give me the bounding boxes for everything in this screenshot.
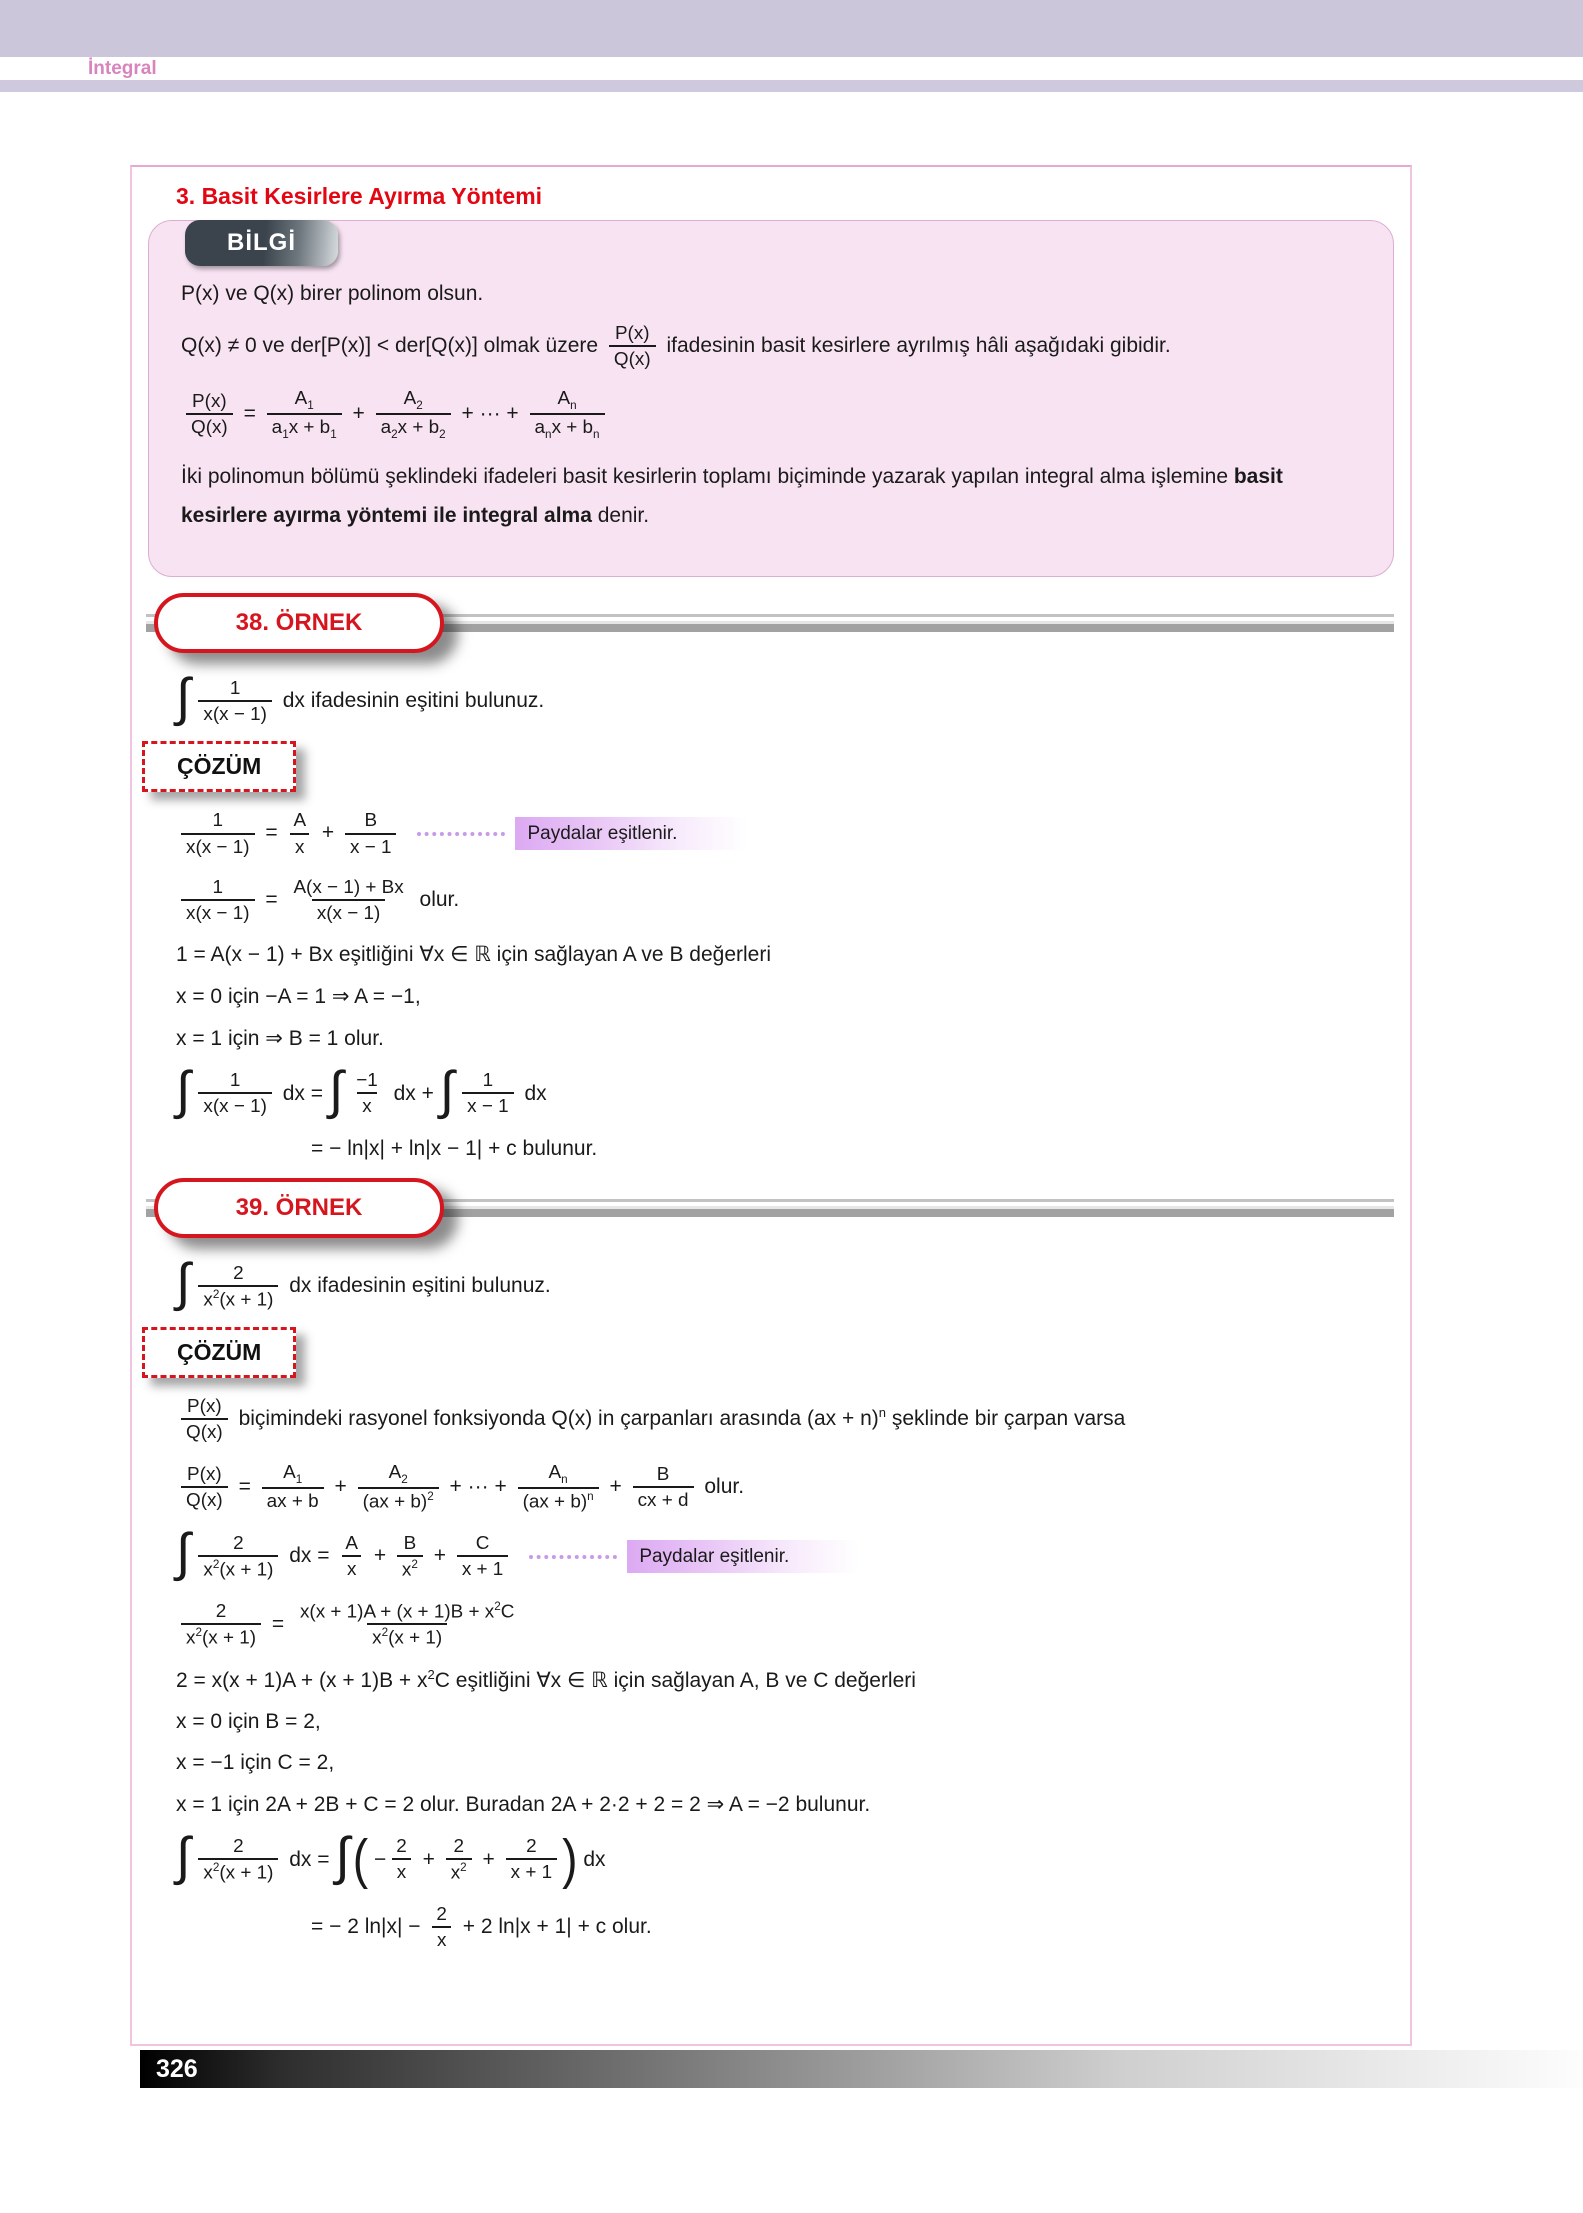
setup-partial-fractions: $\frac{1}{x(x - 1)}$ = $\frac{A}{x}$ + $\frac{B}{x - 1}$ Paydalar eşitlenir.	[176, 809, 1396, 858]
fraction: $\frac{1}{x(x - 1)}$	[198, 1069, 272, 1118]
integral-sign: ∫	[176, 667, 191, 727]
common-denominator: $\frac{2}{x^2(x + 1)}$ = $\frac{x(x + 1)A + (x + 1)B + x^2C}{x^2(x + 1)}$	[176, 1600, 1396, 1650]
fraction: $\frac{B}{x - 1}$	[345, 809, 396, 858]
bold-term: basit kesirlere ayırma yöntemi ile integral alma	[181, 465, 1283, 528]
fraction: $\frac{A_n}{a_nx + b_n}$	[530, 387, 605, 442]
final-result: = − 2 ln|x| − $\frac{2}{x}$ + 2 ln|x + 1| + c olur.	[311, 1904, 652, 1952]
bilgi-line-condition: Q(x) ≠ 0 ve der[P(x)] < der[Q(x)] olmak üzere $\frac{P(x)}{Q(x)}$ ifadesinin basit kesirlere ayrılmış hâli aşağıdaki gibidir.	[181, 323, 1171, 371]
annotation-label: Paydalar eşitlenir.	[515, 817, 747, 850]
page-header	[0, 0, 1583, 92]
integral-sign: ∫	[176, 1253, 191, 1313]
fraction: $\frac{2}{x^2}$	[446, 1835, 472, 1884]
dotted-connector	[529, 1555, 617, 1559]
fraction: $\frac{A_1}{ax + b}$	[262, 1461, 324, 1513]
example-38-header	[146, 593, 1396, 657]
big-paren: (	[352, 1828, 369, 1890]
integral-sign: ∫	[176, 1826, 191, 1886]
example-38-solution	[146, 809, 1396, 1161]
fraction: $\frac{-1}{x}$	[356, 1070, 378, 1118]
case-x0: x = 0 için B = 2,	[176, 1709, 321, 1733]
integral-sign: ∫	[335, 1826, 350, 1886]
bilgi-box	[148, 220, 1394, 577]
example-39-cozum-badge: ÇÖZÜM	[142, 1327, 296, 1378]
integral-sign: ∫	[439, 1060, 455, 1120]
case-x1: x = 1 için 2A + 2B + C = 2 olur. Buradan 2A + 2·2 + 2 = 2 ⇒ A = −2 bulunur.	[176, 1792, 871, 1816]
bilgi-decomposition-formula: $\frac{P(x)}{Q(x)}$ = $\frac{A_1}{a_1x + b_1}$ + $\frac{A_2}{a_2x + b_2}$ + ··· + $\frac{A_n}{a_nx + b_n}$	[181, 387, 1353, 442]
integral-split: ∫ $\frac{2}{x^2(x + 1)}$ dx = ∫( − $\frac{2}{x}$ + $\frac{2}{x^2}$ + $\frac{2}{x + 1}$ ) dx	[176, 1826, 606, 1890]
fraction: $\frac{B}{cx + d}$	[633, 1463, 694, 1512]
bilgi-content	[177, 282, 1353, 536]
section-title: 3. Basit Kesirlere Ayırma Yöntemi	[176, 183, 543, 209]
identity-statement: $2 = x(x + 1)A + (x + 1)B + x^2C$ eşitliğini ∀x ∈ ℝ için sağlayan A, B ve C değerleri	[176, 1666, 916, 1692]
header-underline-strip	[0, 80, 1583, 92]
content-frame	[130, 165, 1412, 2046]
fraction: $\frac{1}{x(x - 1)}$	[181, 876, 255, 925]
fraction: $\frac{2}{x^2(x + 1)}$	[198, 1262, 278, 1311]
fraction: $\frac{2}{x^2(x + 1)}$	[198, 1532, 278, 1581]
example-39-question: ∫ $\frac{2}{x^2(x + 1)}$ dx ifadesinin eşitini bulunuz.	[176, 1253, 551, 1313]
example-39-header	[146, 1178, 1396, 1242]
example-38-question: ∫ $\frac{1}{x(x - 1)}$ dx ifadesinin eşitini bulunuz.	[176, 667, 545, 727]
final-result: = − ln|x| + ln|x − 1| + c bulunur.	[311, 1137, 598, 1161]
fraction: $\frac{1}{x(x - 1)}$	[181, 809, 255, 858]
setup-partial-fractions: ∫ $\frac{2}{x^2(x + 1)}$ dx = $\frac{A}{x}$ + $\frac{B}{x^2}$ + $\frac{C}{x + 1}$ Paydalar eşitlenir.	[176, 1530, 1396, 1583]
fraction: $\frac{2}{x}$	[391, 1835, 412, 1884]
integral-sign: ∫	[176, 1523, 191, 1583]
example-38	[146, 593, 1396, 1161]
example-39	[146, 1178, 1396, 1952]
fraction: $\frac{C}{x + 1}$	[457, 1532, 508, 1581]
fraction: $\frac{P(x)}{Q(x)}$	[181, 1463, 228, 1512]
bilgi-definition-paragraph: İki polinomun bölümü şeklindeki ifadeleri basit kesirlerin toplamı biçiminde yazarak yapılan integral alma işlemine basit kesirlere ayırma yöntemi ile integral alma denir.	[181, 465, 1283, 528]
fraction: $\frac{x(x + 1)A + (x + 1)B + x^2C}{x^2(x + 1)}$	[299, 1599, 515, 1649]
example-39-solution	[146, 1395, 1396, 1952]
chapter-title: İntegral	[88, 57, 157, 79]
case-x1: x = 1 için ⇒ B = 1 olur.	[176, 1026, 384, 1050]
case-xneg1: x = −1 için C = 2,	[176, 1750, 335, 1774]
header-lavender-band	[0, 0, 1583, 57]
integral-sign: ∫	[176, 1060, 191, 1120]
case-x0: x = 0 için −A = 1 ⇒ A = −1,	[176, 984, 421, 1008]
header-chapter-strip	[0, 57, 1583, 80]
fraction: $\frac{A_n}{(ax + b)^n}$	[518, 1461, 599, 1513]
common-denominator: $\frac{1}{x(x - 1)}$ = $\frac{A(x - 1) + Bx}{x(x - 1)}$ olur.	[176, 876, 1396, 925]
dotted-connector	[417, 832, 505, 836]
repeated-factor-rule: $\frac{P(x)}{Q(x)}$ biçimindeki rasyonel fonksiyonda Q(x) in çarpanları arasında (ax + n)$^n$ şeklinde bir çarpan varsa	[176, 1395, 1396, 1444]
fraction: $\frac{2}{x + 1}$	[506, 1835, 557, 1884]
fraction: $\frac{2}{x^2(x + 1)}$	[198, 1835, 278, 1884]
fraction: $\frac{2}{x}$	[431, 1903, 452, 1952]
fraction: $\frac{A_1}{a_1x + b_1}$	[267, 387, 342, 442]
bilgi-line-polynomials: P(x) ve Q(x) birer polinom olsun.	[181, 282, 484, 305]
fraction: $\frac{A_2}{(ax + b)^2}$	[358, 1461, 439, 1513]
example-39-badge: 39. ÖRNEK	[154, 1178, 444, 1238]
integral-split: ∫ $\frac{1}{x(x - 1)}$ dx = ∫ $\frac{-1}{x}$ dx + ∫ $\frac{1}{x - 1}$ dx	[176, 1060, 547, 1120]
fraction: $\frac{P(x)}{Q(x)}$	[186, 390, 233, 439]
example-38-badge: 38. ÖRNEK	[154, 593, 444, 653]
fraction: $\frac{A_2}{a_2x + b_2}$	[376, 387, 451, 442]
page-number: 326	[156, 2054, 198, 2083]
page-number-bar	[140, 2050, 1583, 2088]
example-38-cozum-badge: ÇÖZÜM	[142, 741, 296, 792]
integral-sign: ∫	[328, 1060, 344, 1120]
fraction: $\frac{1}{x - 1}$	[462, 1069, 513, 1118]
big-paren: )	[562, 1828, 578, 1890]
fraction: $\frac{1}{x(x - 1)}$	[198, 677, 272, 726]
fraction: $\frac{2}{x^2(x + 1)}$	[181, 1600, 261, 1649]
fraction: $\frac{A}{x}$	[340, 1532, 363, 1581]
fraction: $\frac{A}{x}$	[288, 809, 311, 858]
fraction: $\frac{B}{x^2}$	[397, 1532, 423, 1581]
annotation-label: Paydalar eşitlenir.	[627, 1540, 859, 1573]
identity-statement: 1 = A(x − 1) + Bx eşitliğini ∀x ∈ ℝ için sağlayan A ve B değerleri	[176, 942, 771, 966]
fraction: $\frac{P(x)}{Q(x)}$	[609, 322, 656, 371]
repeated-factor-formula: $\frac{P(x)}{Q(x)}$ = $\frac{A_1}{ax + b}$ + $\frac{A_2}{(ax + b)^2}$ + ··· + $\frac{A_n}{(ax + b)^n}$ + $\frac{B}{cx + d}$ olur.	[176, 1461, 1396, 1513]
fraction: $\frac{A(x - 1) + Bx}{x(x - 1)}$	[293, 876, 404, 924]
fraction: $\frac{P(x)}{Q(x)}$	[181, 1395, 228, 1444]
bilgi-badge: BİLGİ	[185, 220, 338, 266]
